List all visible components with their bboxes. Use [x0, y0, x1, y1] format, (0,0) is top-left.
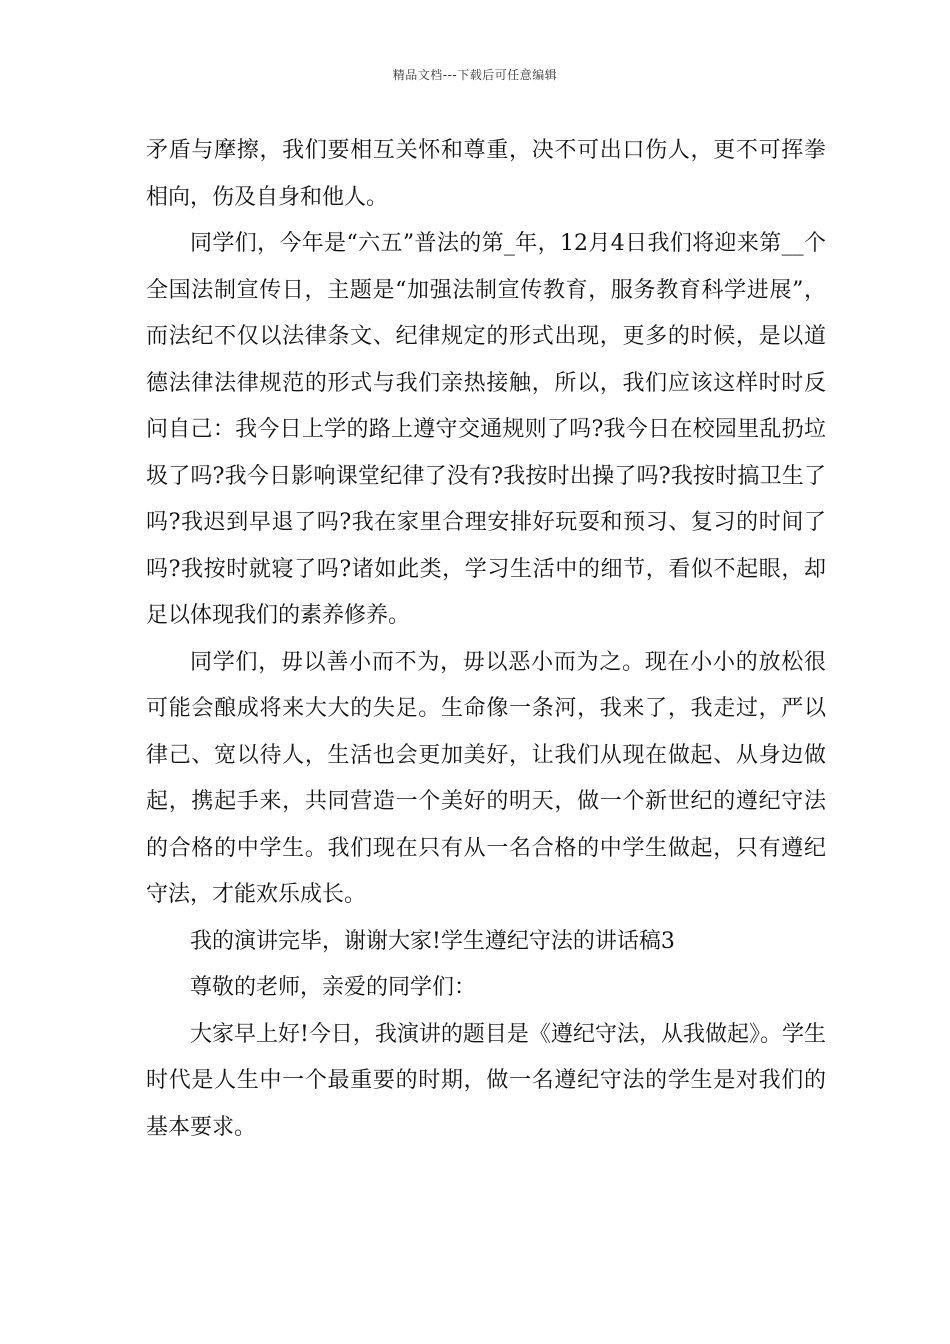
- paragraph-continuation: 矛盾与摩擦，我们要相互关怀和尊重，决不可出口伤人，更不可挥拳相向，伤及自身和他人。: [146, 138, 826, 210]
- paragraph-greeting: 大家早上好!今日，我演讲的题目是《遵纪守法，从我做起》。学生时代是人生中一个最重要的时期，做一名遵纪守法的学生是对我们的基本要求。: [146, 1021, 826, 1140]
- paragraph-start-now: 同学们，毋以善小而不为，毋以恶小而为之。现在小小的放松很可能会酿成将来大大的失足。生命像一条河，我来了，我走过，严以律己、宽以待人，生活也会更加美好，让我们从现在做起、从身边做起，携起手来，共同营造一个美好的明天，做一个新世纪的遵纪守法的合格的中学生。我们现在只有从一名合格的中学生做起，只有遵纪守法，才能欢乐成长。: [146, 649, 826, 907]
- paragraph-salutation: 尊敬的老师，亲爱的同学们：: [190, 975, 477, 1000]
- paragraph-closing-and-title: 我的演讲完毕，谢谢大家!学生遵纪守法的讲话稿3: [190, 928, 675, 954]
- document-body: [146, 128, 826, 1151]
- page-header: 精品文档---下载后可任意编辑: [392, 68, 558, 82]
- paragraph-legal-day: 同学们，今年是“六五”普法的第_年，12月4日我们将迎来第__个全国法制宣传日，主题是“加强法制宣传教育，服务教育科学进展”，而法纪不仅以法律条文、纪律规定的形式出现，更多的时候，是以道德法律法律规范的形式与我们亲热接触，所以，我们应该这样时时反问自己：我今日上学的路上遵守交通规则了吗?我今日在校园里乱扔垃圾了吗?我今日影响课堂纪律了没有?我按时出操了吗?我按时搞卫生了吗?我迟到早退了吗?我在家里合理安排好玩耍和预习、复习的时间了吗?我按时就寝了吗?诸如此类，学习生活中的细节，看似不起眼，却足以体现我们的素养修养。: [146, 231, 826, 628]
